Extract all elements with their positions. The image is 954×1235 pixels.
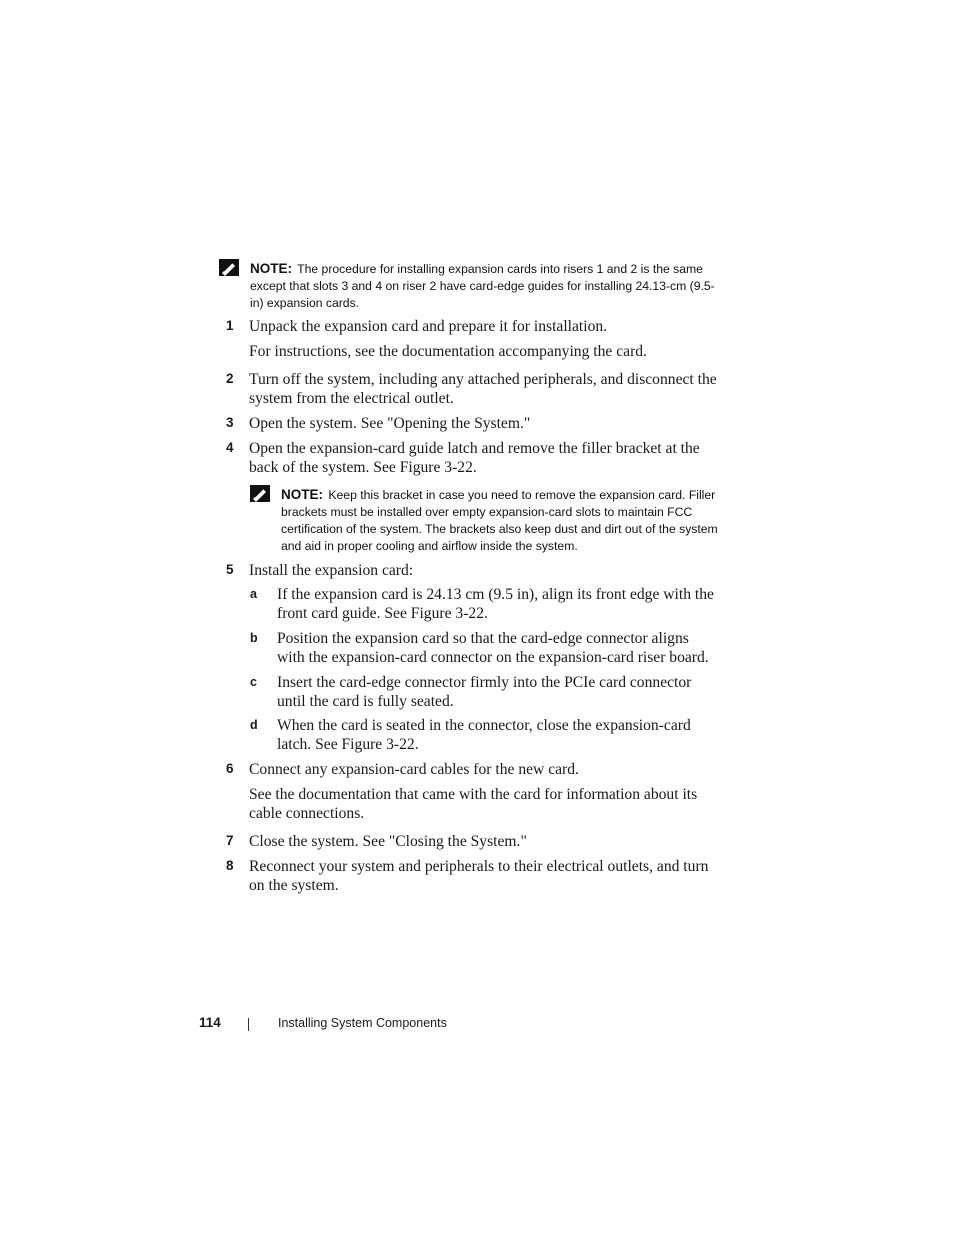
substep-letter: c <box>250 675 257 689</box>
note-text: Keep this bracket in case you need to remove the expansion card. Filler brackets must be installed over empty expansion-card slots to maintain FCC certification of the system. The brackets also keep dust and dirt out of the system and aid in proper cooling and airflow inside the system. <box>281 488 718 553</box>
step-number: 4 <box>226 440 234 455</box>
step-1-paragraph: For instructions, see the documentation accompanying the card. <box>249 343 647 360</box>
substep-letter: a <box>250 587 257 601</box>
step-number: 2 <box>226 371 234 386</box>
substep-text: Position the expansion card so that the card-edge connector aligns with the expansion-card connector on the expansion-card riser board. <box>277 630 709 666</box>
substep-letter: d <box>250 718 258 732</box>
substep-text: If the expansion card is 24.13 cm (9.5 in), align its front edge with the front card guide. See Figure 3-22. <box>277 586 714 622</box>
step-text: Unpack the expansion card and prepare it for installation. <box>249 318 608 335</box>
step-number: 6 <box>226 761 234 776</box>
step-number: 5 <box>226 562 234 577</box>
step-6-paragraph: See the documentation that came with the card for information about its cable connections. <box>249 786 698 822</box>
step-number: 7 <box>226 833 234 848</box>
footer-section-title: Installing System Components <box>278 1016 447 1030</box>
step-text: Connect any expansion-card cables for the new card. <box>249 761 579 778</box>
step-text: Open the system. See "Opening the System." <box>249 415 531 432</box>
step-text: Turn off the system, including any attached peripherals, and disconnect the system from the electrical outlet. <box>249 371 717 407</box>
note-text: The procedure for installing expansion cards into risers 1 and 2 is the same except that slots 3 and 4 on riser 2 have card-edge guides for installing 24.13-cm (9.5-in) expansion cards. <box>250 262 715 310</box>
step-text: Close the system. See "Closing the System." <box>249 833 527 850</box>
step-number: 1 <box>226 318 234 333</box>
note-label: NOTE: <box>281 487 323 502</box>
step-text: Reconnect your system and peripherals to their electrical outlets, and turn on the system. <box>249 858 709 894</box>
substep-letter: b <box>250 631 258 645</box>
substep-text: Insert the card-edge connector firmly into the PCIe card connector until the card is fully seated. <box>277 674 692 710</box>
page-number: 114 <box>199 1015 221 1030</box>
step-text: Open the expansion-card guide latch and remove the filler bracket at the back of the system. See Figure 3-22. <box>249 440 700 476</box>
substep-text: When the card is seated in the connector, close the expansion-card latch. See Figure 3-22. <box>277 717 691 753</box>
note-pencil-icon <box>219 259 239 276</box>
step-text: Install the expansion card: <box>249 562 414 579</box>
note-pencil-icon <box>250 485 270 502</box>
note-label: NOTE: <box>250 261 292 276</box>
step-number: 8 <box>226 858 234 873</box>
note-intro <box>250 260 718 312</box>
note-filler-bracket <box>281 486 719 555</box>
footer-divider <box>248 1018 249 1031</box>
step-number: 3 <box>226 415 234 430</box>
